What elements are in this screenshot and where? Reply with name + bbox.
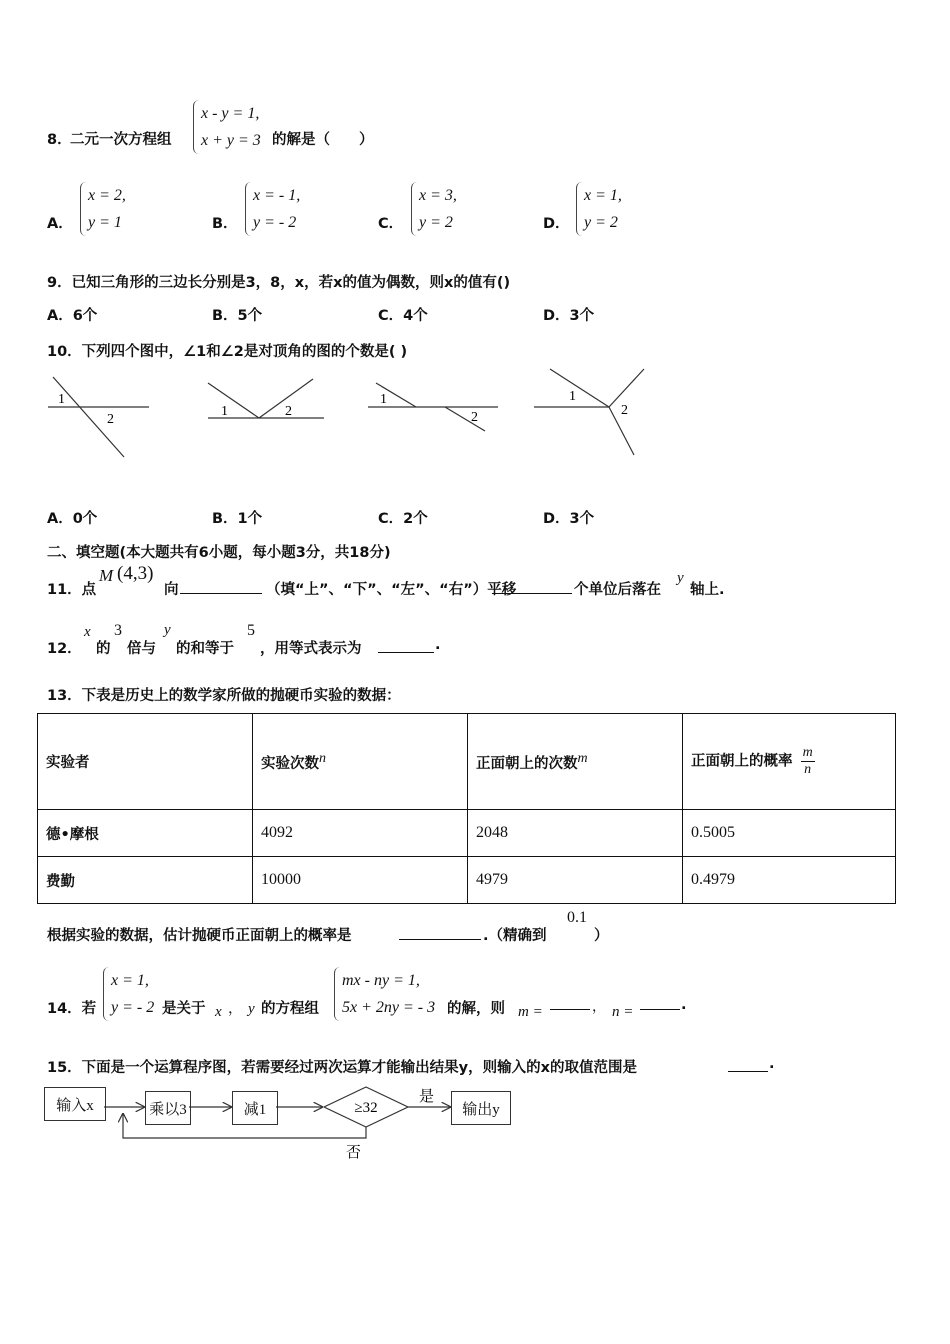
q14-prefix: 14．若 [47, 1001, 97, 1017]
q8-option-c-line1: x = 3, [419, 187, 457, 204]
coin-toss-table [37, 713, 896, 904]
q9-text: 9．已知三角形的三边长分别是3，8，x，若x的值为偶数，则x的值有() [47, 275, 511, 291]
q10-text: 10．下列四个图中，∠1和∠2是对顶角的图的个数是( ) [47, 344, 408, 360]
angle-1-label: 1 [58, 392, 65, 407]
q14-sep: ， [592, 1000, 606, 1015]
q8-option-a-label: A． [47, 216, 73, 232]
q8-option-a-system [80, 182, 126, 236]
cell-name: 费勤 [38, 857, 253, 904]
q11-mid3: 个单位后落在 [574, 582, 661, 598]
q12-prefix: 12． [47, 641, 82, 657]
q11-mid1: 向 [164, 582, 179, 598]
q10-option-b: B．1个 [212, 511, 263, 527]
q8-option-b-line2: y = - 2 [253, 214, 297, 231]
fraction-m-over-n [801, 745, 815, 778]
q14-y: y [248, 1001, 255, 1017]
q11-prefix: 11．点 [47, 582, 97, 598]
q12-t3: 的和等于 [176, 641, 234, 657]
q8-option-c-system [411, 182, 457, 236]
q8-stem: 二元一次方程组 [70, 132, 172, 148]
angle-2-label: 2 [285, 404, 292, 419]
cell-probability: 0.4979 [683, 857, 896, 904]
q9-option-d: D．3个 [543, 308, 595, 324]
cell-trials: 10000 [253, 857, 468, 904]
q8-option-d-system [576, 182, 622, 236]
q14-sys2-line2: 5x + 2ny = - 3 [342, 999, 436, 1016]
flow-subtract-label: 减1 [243, 1101, 267, 1118]
angle-1-label: 1 [221, 404, 228, 419]
header-heads-label: 正面朝上的次数 [476, 755, 578, 772]
angle-1-label: 1 [380, 392, 387, 407]
q8-option-a-line2: y = 1 [88, 214, 122, 231]
q15-end: . [769, 1056, 775, 1072]
header-heads-var: m [577, 750, 588, 766]
q14-t3: 的解，则 [447, 1001, 505, 1017]
header-probability-label: 正面朝上的概率 [691, 753, 793, 770]
flow-connectors [100, 1080, 460, 1165]
q10-option-d: D．3个 [543, 511, 595, 527]
q8-option-d-label: D． [543, 216, 570, 232]
q8-eq1: x - y = 1, [201, 105, 260, 122]
q8-option-d-line1: x = 1, [584, 187, 622, 204]
flow-yes-label: 是 [419, 1089, 435, 1105]
q14-sys1-line2: y = - 2 [111, 999, 155, 1016]
angle-2-label: 2 [471, 410, 478, 425]
header-trials-label: 实验次数 [261, 755, 319, 772]
q8-option-d-line2: y = 2 [584, 214, 618, 231]
table-row [38, 810, 896, 857]
q9-option-b: B．5个 [212, 308, 263, 324]
table-header-row [38, 714, 896, 810]
table-row [38, 857, 896, 904]
cell-trials: 4092 [253, 810, 468, 857]
header-trials [253, 714, 468, 810]
header-heads [468, 714, 683, 810]
q12-t2: 倍与 [127, 641, 156, 657]
section-heading: 二、填空题(本大题共有6小题，每小题3分，共18分) [47, 545, 391, 561]
cell-heads: 2048 [468, 810, 683, 857]
q8-option-b-label: B． [212, 216, 238, 232]
q8-option-c-label: C． [378, 216, 404, 232]
flow-multiply-label: 乘以3 [149, 1101, 187, 1118]
q9-option-c: C．4个 [378, 308, 428, 324]
angle-1-label: 1 [569, 389, 576, 404]
q12-t1: 的 [96, 641, 111, 657]
q8-tail: 的解是（ ） [272, 132, 374, 148]
q12-answer-blank[interactable] [378, 640, 434, 653]
q12-x: x [84, 624, 91, 640]
q13-text: 13．下表是历史上的数学家所做的抛硬币实验的数据： [47, 688, 401, 704]
q15-answer-blank[interactable] [728, 1059, 768, 1072]
q12-three: 3 [114, 622, 122, 639]
flow-output-label: 输出y [462, 1101, 500, 1118]
q14-end: . [681, 997, 687, 1013]
q10-figure-a [40, 365, 170, 465]
q10-figure-c [360, 365, 510, 465]
q13-answer-blank[interactable] [399, 927, 481, 940]
q8-eq2: x + y = 3 [201, 132, 261, 149]
q10-figure-d [528, 362, 658, 462]
flow-condition-label: ≥32 [354, 1100, 378, 1116]
q11-tail: 轴上. [690, 582, 725, 598]
q14-equation-system [334, 967, 435, 1021]
q11-axis: y [677, 570, 684, 586]
q11-point: M [99, 566, 114, 585]
cell-probability: 0.5005 [683, 810, 896, 857]
q14-n-blank[interactable] [640, 997, 680, 1010]
flow-input-box [44, 1087, 106, 1121]
q14-sys2-line1: mx - ny = 1, [342, 972, 420, 989]
q10-option-a: A．0个 [47, 511, 98, 527]
q8-option-a-line1: x = 2, [88, 187, 126, 204]
cell-name: 德•摩根 [38, 810, 253, 857]
q8-option-b-line1: x = - 1, [253, 187, 301, 204]
q8-equation-system [193, 100, 261, 154]
header-probability [683, 714, 896, 810]
q11-blank-units[interactable] [492, 581, 572, 594]
q8-option-c-line2: y = 2 [419, 214, 453, 231]
q8-number: 8． [47, 132, 72, 148]
header-trials-var: n [319, 750, 326, 766]
q13-after: 根据实验的数据，估计抛硬币正面朝上的概率是 [47, 928, 352, 944]
q14-comma: ， [228, 1001, 243, 1017]
q14-t2: 的方程组 [261, 1001, 319, 1017]
q11-blank-direction[interactable] [180, 581, 262, 594]
q13-precision: 0.1 [567, 909, 587, 926]
q14-solution-system [103, 967, 154, 1021]
q10-figure-b [200, 365, 330, 465]
q15-text: 15．下面是一个运算程序图，若需要经过两次运算才能输出结果y，则输入的x的取值范围是 [47, 1060, 637, 1076]
flow-input-label: 输入x [56, 1097, 94, 1114]
arrow-loop-back [123, 1114, 366, 1138]
q14-x: x [215, 1004, 222, 1020]
flow-output-box [451, 1091, 511, 1125]
q11-mid2: （填“上”、“下”、“左”、“右”）平移 [266, 582, 517, 598]
q14-t1: 是关于 [162, 1001, 206, 1017]
angle-2-label: 2 [621, 403, 628, 418]
flow-no-label: 否 [346, 1145, 362, 1161]
q12-end: . [435, 637, 441, 653]
q14-m-label: m = [518, 1004, 543, 1020]
fraction-numerator: m [802, 745, 813, 760]
q11-coords: (4,3) [117, 563, 154, 584]
fraction-denominator: n [804, 762, 812, 777]
q13-after2: .（精确到 [483, 928, 547, 944]
angle-2-label: 2 [107, 412, 114, 427]
q8-option-b-system [245, 182, 300, 236]
q10-option-c: C．2个 [378, 511, 428, 527]
q13-after3: ） [594, 928, 609, 944]
q12-t4: ，用等式表示为 [260, 641, 362, 657]
q14-sys1-line1: x = 1, [111, 972, 149, 989]
q14-m-blank[interactable] [550, 997, 590, 1010]
q14-n-label: n = [612, 1004, 634, 1020]
q12-five: 5 [247, 622, 255, 639]
q9-option-a: A．6个 [47, 308, 98, 324]
cell-heads: 4979 [468, 857, 683, 904]
header-experimenter [38, 714, 253, 810]
q12-y: y [164, 622, 171, 638]
header-experimenter-label: 实验者 [46, 755, 90, 771]
